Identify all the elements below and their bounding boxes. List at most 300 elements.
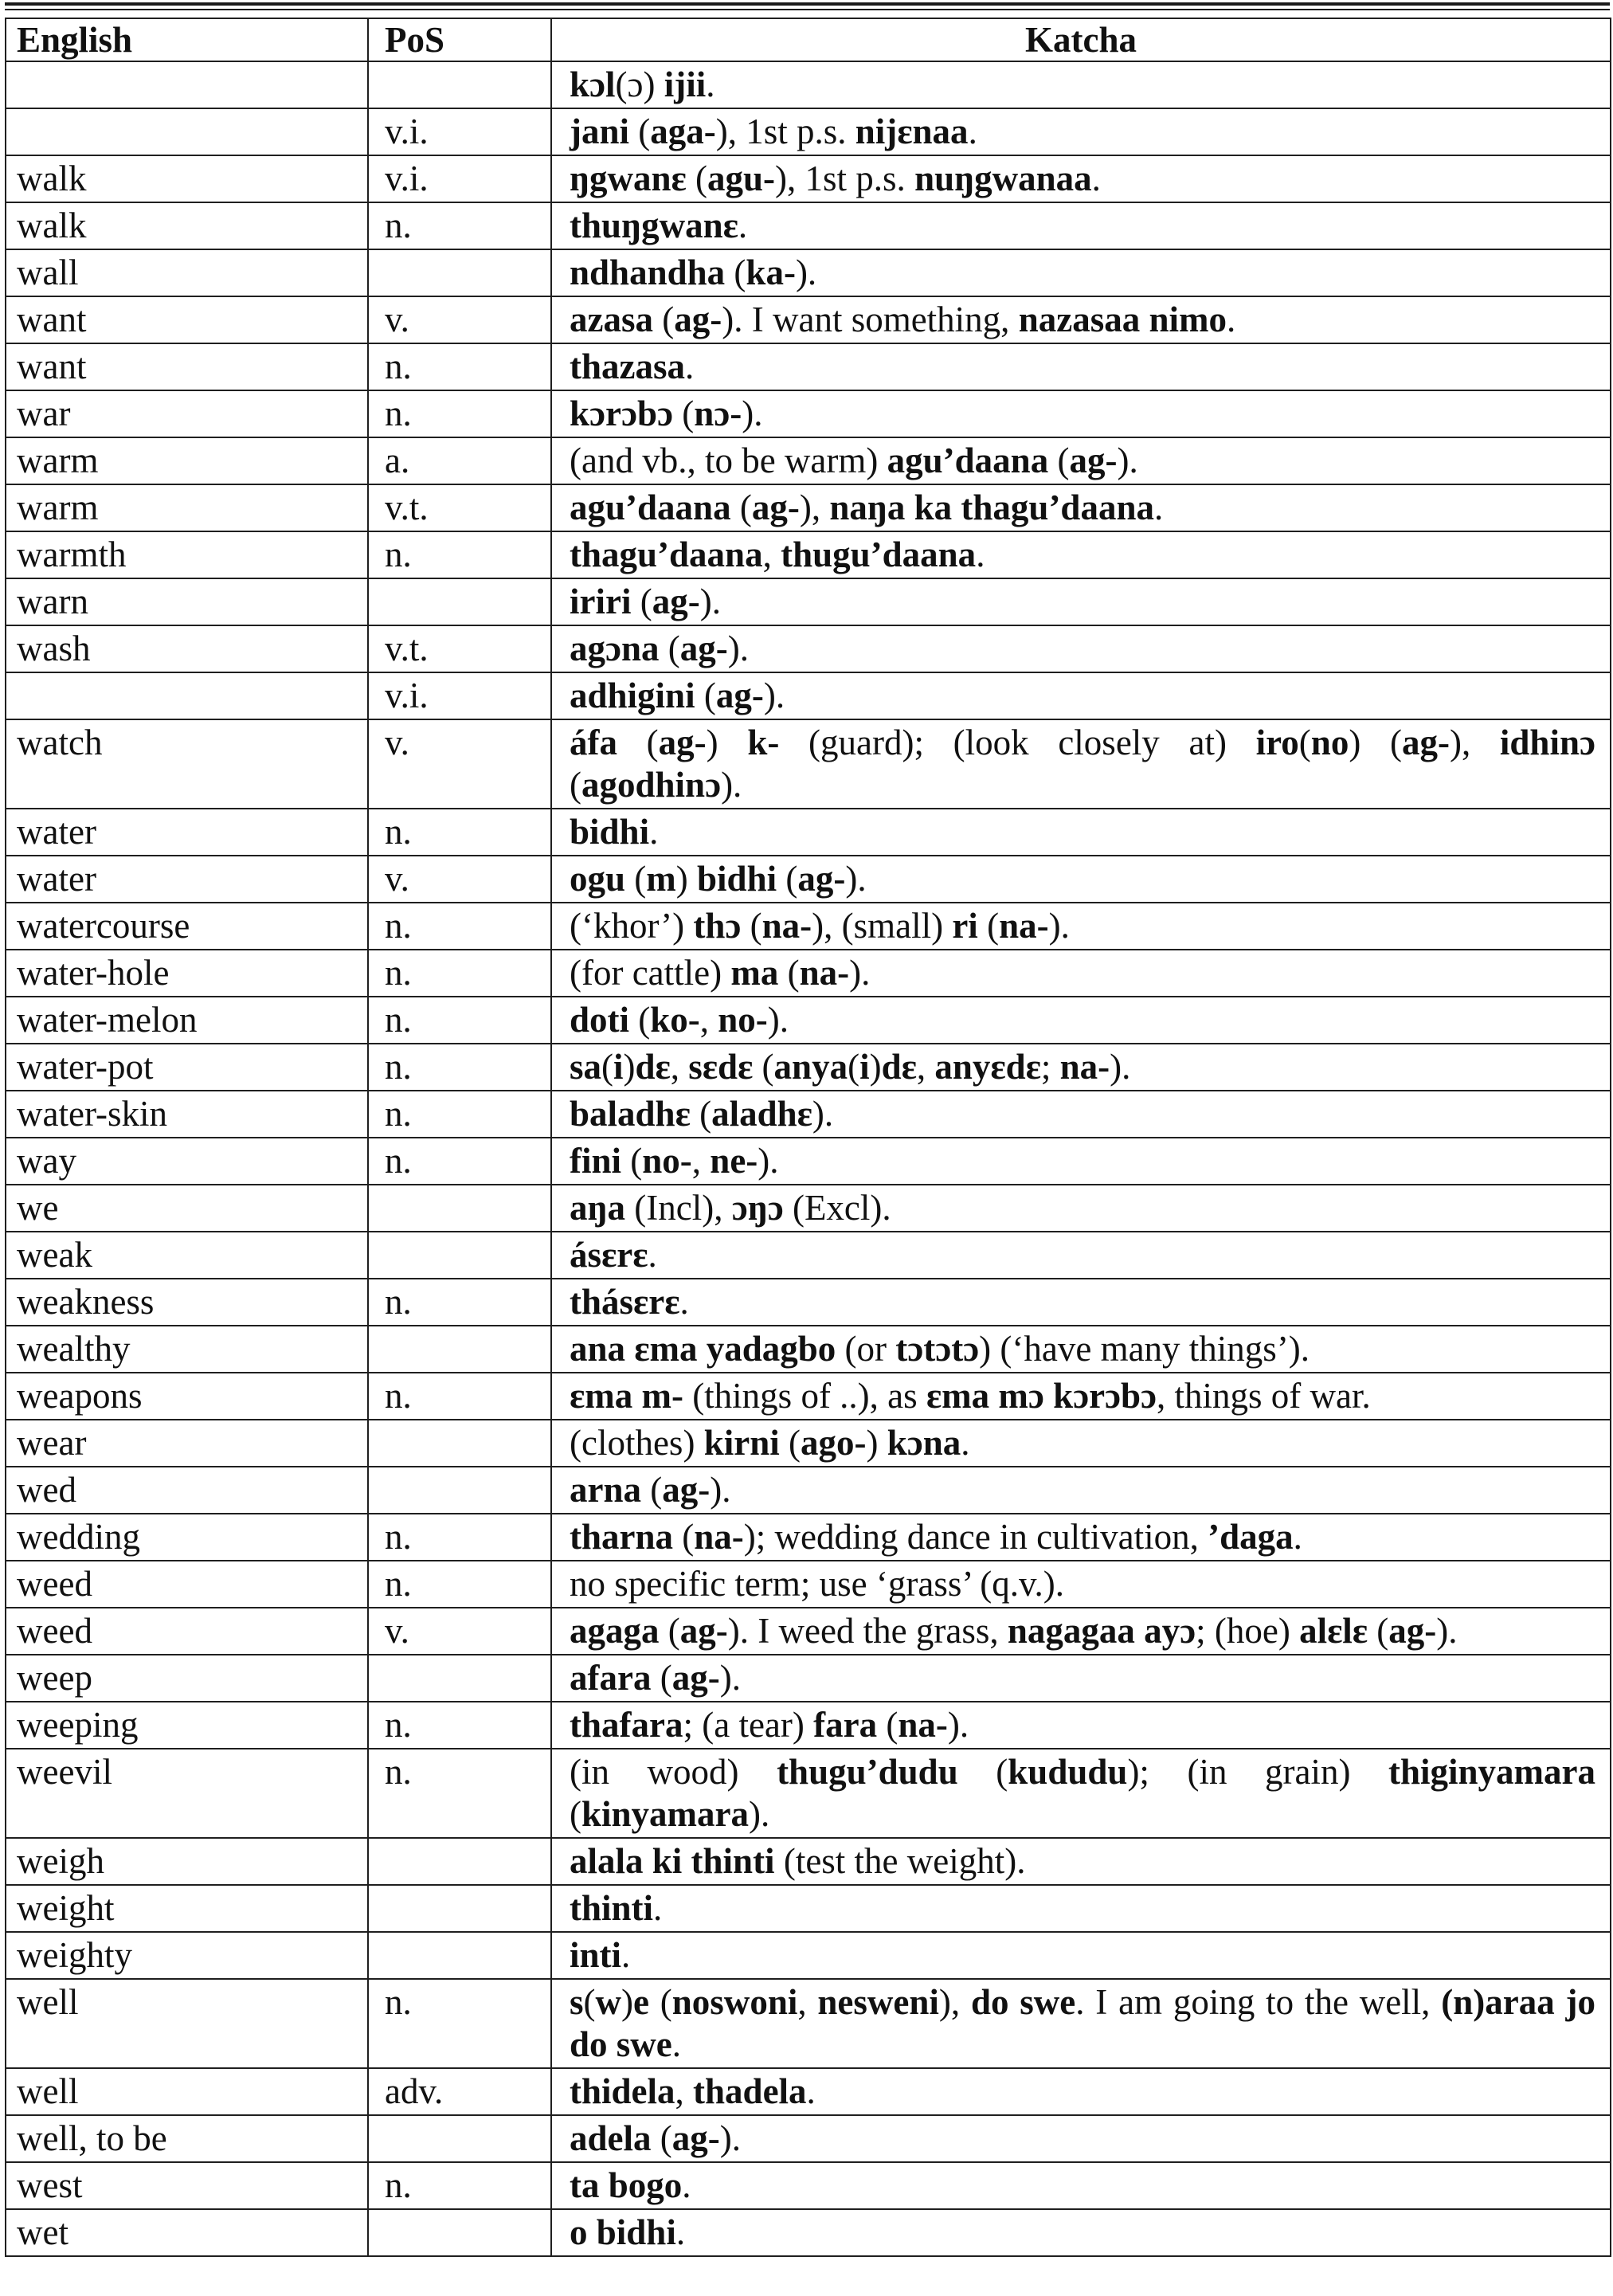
katcha-text: ); (in grain) bbox=[1127, 1752, 1388, 1792]
katcha-text: ( bbox=[651, 1658, 672, 1698]
table-row bbox=[6, 1138, 1611, 1185]
katcha-term: ri bbox=[952, 906, 978, 946]
katcha-text: ( bbox=[695, 676, 716, 715]
katcha-line bbox=[570, 858, 1595, 900]
katcha-cell bbox=[551, 1514, 1611, 1561]
table-row bbox=[6, 2162, 1611, 2209]
katcha-term: anya bbox=[773, 1047, 848, 1087]
top-rule-thick bbox=[5, 2, 1610, 6]
katcha-text: no specific term; use ‘grass’ (q.v.). bbox=[570, 1564, 1065, 1604]
katcha-text: . bbox=[738, 206, 748, 245]
katcha-line bbox=[570, 1563, 1595, 1605]
katcha-term: sɛdɛ bbox=[688, 1047, 754, 1087]
katcha-line bbox=[570, 1657, 1595, 1699]
katcha-term: adela bbox=[570, 2118, 652, 2158]
pos-cell: n. bbox=[368, 1702, 551, 1749]
katcha-term: na- bbox=[999, 906, 1049, 946]
pos-cell: n. bbox=[368, 1373, 551, 1420]
table-row bbox=[6, 1279, 1611, 1326]
table-header bbox=[6, 18, 1611, 61]
english-cell: well bbox=[6, 1979, 368, 2068]
katcha-line bbox=[570, 1469, 1595, 1511]
katcha-text: ( bbox=[673, 1517, 695, 1557]
katcha-text: ( bbox=[629, 112, 651, 151]
katcha-term: alɛlɛ bbox=[1299, 1611, 1368, 1651]
katcha-cell bbox=[551, 1044, 1611, 1091]
katcha-term: do swe bbox=[570, 2024, 672, 2064]
katcha-text: ) bbox=[869, 1047, 882, 1087]
english-cell: warm bbox=[6, 437, 368, 484]
english-cell: water-pot bbox=[6, 1044, 368, 1091]
katcha-cell bbox=[551, 1885, 1611, 1932]
katcha-line bbox=[570, 252, 1595, 294]
katcha-term: kɔl bbox=[570, 65, 616, 104]
katcha-term: anyɛdɛ bbox=[934, 1047, 1041, 1087]
table-row bbox=[6, 625, 1611, 672]
katcha-term: idhinɔ bbox=[1499, 723, 1595, 762]
katcha-text: ) bbox=[706, 723, 748, 762]
katcha-term: ag- bbox=[679, 1611, 728, 1651]
katcha-term: agu- bbox=[707, 159, 776, 198]
english-cell: well bbox=[6, 2068, 368, 2115]
katcha-text: ). bbox=[849, 953, 871, 993]
english-cell: way bbox=[6, 1138, 368, 1185]
table-row bbox=[6, 1420, 1611, 1467]
katcha-term: fara bbox=[813, 1705, 878, 1745]
pos-cell: n. bbox=[368, 1979, 551, 2068]
katcha-text: ) bbox=[621, 1982, 634, 2022]
katcha-line bbox=[570, 1793, 1595, 1836]
table-body bbox=[6, 61, 1611, 2256]
katcha-cell bbox=[551, 950, 1611, 997]
english-cell: war bbox=[6, 390, 368, 437]
katcha-term: ag- bbox=[1069, 441, 1118, 480]
english-cell: water-skin bbox=[6, 1091, 368, 1138]
katcha-text: ( bbox=[629, 1000, 651, 1040]
katcha-text: . bbox=[653, 1888, 663, 1928]
table-row bbox=[6, 2115, 1611, 2162]
table-row bbox=[6, 108, 1611, 155]
pos-cell bbox=[368, 1232, 551, 1279]
pos-cell bbox=[368, 1932, 551, 1979]
katcha-cell bbox=[551, 1561, 1611, 1608]
katcha-text: , bbox=[762, 535, 781, 574]
katcha-line bbox=[570, 1187, 1595, 1229]
katcha-cell bbox=[551, 1232, 1611, 1279]
katcha-text: . bbox=[1226, 300, 1236, 339]
katcha-line bbox=[570, 158, 1595, 200]
katcha-term: alala ki thinti bbox=[570, 1841, 775, 1881]
katcha-text: ). bbox=[727, 629, 749, 668]
katcha-text: . bbox=[682, 2165, 691, 2205]
pos-cell: v. bbox=[368, 296, 551, 343]
pos-cell bbox=[368, 1655, 551, 1702]
katcha-cell bbox=[551, 108, 1611, 155]
katcha-line bbox=[570, 722, 1595, 764]
table-row bbox=[6, 1467, 1611, 1514]
katcha-term: na- bbox=[799, 953, 850, 993]
english-cell: water-melon bbox=[6, 997, 368, 1044]
katcha-line bbox=[570, 1140, 1595, 1182]
katcha-line bbox=[570, 1093, 1595, 1135]
katcha-text: ) ( bbox=[1349, 723, 1402, 762]
katcha-line bbox=[570, 64, 1595, 106]
pos-cell: v.t. bbox=[368, 484, 551, 531]
katcha-text: ( bbox=[1048, 441, 1070, 480]
english-cell: warn bbox=[6, 578, 368, 625]
katcha-cell bbox=[551, 1932, 1611, 1979]
top-rule-thin bbox=[5, 9, 1610, 10]
katcha-cell bbox=[551, 672, 1611, 719]
pos-cell: v.i. bbox=[368, 672, 551, 719]
pos-cell: n. bbox=[368, 2162, 551, 2209]
katcha-term: baladhɛ bbox=[570, 1094, 691, 1134]
table-row bbox=[6, 1749, 1611, 1838]
katcha-term: ag- bbox=[1388, 1611, 1437, 1651]
katcha-term: ’daga bbox=[1208, 1517, 1294, 1557]
english-cell: well, to be bbox=[6, 2115, 368, 2162]
katcha-text: ). bbox=[699, 582, 721, 621]
katcha-cell bbox=[551, 809, 1611, 856]
pos-cell: n. bbox=[368, 531, 551, 578]
table-row bbox=[6, 997, 1611, 1044]
katcha-text: (Incl), bbox=[625, 1188, 732, 1228]
katcha-term: ásɛrɛ bbox=[570, 1235, 648, 1275]
katcha-term: ag- bbox=[674, 300, 722, 339]
katcha-line bbox=[570, 487, 1595, 529]
katcha-cell bbox=[551, 997, 1611, 1044]
table-row bbox=[6, 1979, 1611, 2068]
katcha-term: thugu’dudu bbox=[777, 1752, 958, 1792]
pos-cell: v.i. bbox=[368, 155, 551, 202]
katcha-term: thidela bbox=[570, 2071, 675, 2111]
pos-cell bbox=[368, 1467, 551, 1514]
table-row bbox=[6, 856, 1611, 903]
katcha-line bbox=[570, 1516, 1595, 1558]
katcha-cell bbox=[551, 1838, 1611, 1885]
table-row bbox=[6, 249, 1611, 296]
english-cell: watch bbox=[6, 719, 368, 809]
katcha-text: (‘khor’) bbox=[570, 906, 694, 946]
katcha-cell bbox=[551, 1373, 1611, 1420]
katcha-term: bidhi bbox=[697, 859, 777, 899]
katcha-term: nɔ- bbox=[694, 394, 742, 433]
katcha-term: iriri bbox=[570, 582, 632, 621]
katcha-text: (test the weight). bbox=[774, 1841, 1026, 1881]
katcha-text: (in wood) bbox=[570, 1752, 777, 1792]
katcha-text: ), bbox=[1449, 723, 1500, 762]
katcha-text: (guard); (look closely at) bbox=[779, 723, 1256, 762]
katcha-term: i bbox=[859, 1047, 870, 1087]
katcha-text: ). bbox=[710, 1470, 731, 1510]
katcha-term: nuŋgwanaa bbox=[914, 159, 1092, 198]
katcha-text: ). bbox=[845, 859, 867, 899]
katcha-text: ( bbox=[601, 1047, 614, 1087]
katcha-text: ( bbox=[725, 253, 746, 292]
katcha-cell bbox=[551, 2162, 1611, 2209]
katcha-text: , bbox=[675, 2071, 694, 2111]
katcha-term: nesweni bbox=[817, 1982, 939, 2022]
katcha-text: , bbox=[691, 1141, 711, 1181]
english-cell: weak bbox=[6, 1232, 368, 1279]
english-cell: wet bbox=[6, 2209, 368, 2256]
katcha-term: doti bbox=[570, 1000, 630, 1040]
english-cell: wall bbox=[6, 249, 368, 296]
pos-cell: v.t. bbox=[368, 625, 551, 672]
pos-cell: adv. bbox=[368, 2068, 551, 2115]
katcha-text: ( bbox=[625, 859, 647, 899]
english-cell bbox=[6, 672, 368, 719]
pos-cell: n. bbox=[368, 1749, 551, 1838]
katcha-cell bbox=[551, 856, 1611, 903]
katcha-text: ), bbox=[938, 1982, 971, 2022]
english-cell: wealthy bbox=[6, 1326, 368, 1373]
katcha-text: ). bbox=[1117, 441, 1138, 480]
katcha-text: ( bbox=[777, 859, 798, 899]
katcha-term: ag- bbox=[679, 629, 728, 668]
english-cell bbox=[6, 61, 368, 108]
katcha-text: ( bbox=[686, 159, 708, 198]
pos-cell: n. bbox=[368, 997, 551, 1044]
katcha-term: do swe bbox=[970, 1982, 1076, 2022]
katcha-line bbox=[570, 999, 1595, 1041]
katcha-text: ( bbox=[659, 1611, 680, 1651]
katcha-cell bbox=[551, 903, 1611, 950]
english-cell: weep bbox=[6, 1655, 368, 1702]
english-cell bbox=[6, 108, 368, 155]
katcha-cell bbox=[551, 296, 1611, 343]
katcha-cell bbox=[551, 249, 1611, 296]
katcha-term: m bbox=[646, 859, 676, 899]
katcha-cell bbox=[551, 1467, 1611, 1514]
katcha-line bbox=[570, 2071, 1595, 2113]
katcha-text: , bbox=[916, 1047, 935, 1087]
pos-cell: n. bbox=[368, 903, 551, 950]
table-row bbox=[6, 2209, 1611, 2256]
pos-cell: n. bbox=[368, 1514, 551, 1561]
katcha-text: ). bbox=[1048, 906, 1070, 946]
katcha-term: ag- bbox=[715, 676, 764, 715]
katcha-text: . bbox=[976, 535, 985, 574]
table-row bbox=[6, 1044, 1611, 1091]
katcha-text: ( bbox=[672, 394, 695, 433]
katcha-term: jani bbox=[570, 112, 630, 151]
katcha-term: dɛ bbox=[881, 1047, 917, 1087]
english-cell: wed bbox=[6, 1467, 368, 1514]
katcha-text: ( bbox=[753, 1047, 774, 1087]
katcha-term: ogu bbox=[570, 859, 626, 899]
katcha-text: (clothes) bbox=[570, 1423, 704, 1463]
pos-cell: n. bbox=[368, 1044, 551, 1091]
katcha-cell bbox=[551, 437, 1611, 484]
katcha-text: ). bbox=[795, 253, 817, 292]
katcha-line bbox=[570, 1281, 1595, 1323]
pos-cell bbox=[368, 2209, 551, 2256]
katcha-term: fini bbox=[570, 1141, 622, 1181]
katcha-line bbox=[570, 1046, 1595, 1088]
katcha-text: ( bbox=[617, 723, 659, 762]
katcha-text: ( bbox=[730, 488, 752, 527]
table-row bbox=[6, 950, 1611, 997]
katcha-term: ndhandha bbox=[570, 253, 726, 292]
katcha-cell bbox=[551, 2209, 1611, 2256]
table-row bbox=[6, 1326, 1611, 1373]
table-row bbox=[6, 903, 1611, 950]
english-cell: weighty bbox=[6, 1932, 368, 1979]
english-cell: watercourse bbox=[6, 903, 368, 950]
table-row bbox=[6, 1655, 1611, 1702]
katcha-text: ), (small) bbox=[812, 906, 953, 946]
katcha-term: ag- bbox=[797, 859, 846, 899]
katcha-line bbox=[570, 675, 1595, 717]
pos-cell bbox=[368, 1185, 551, 1232]
katcha-text: ). bbox=[742, 394, 763, 433]
katcha-line bbox=[570, 346, 1595, 388]
pos-cell: n. bbox=[368, 390, 551, 437]
english-cell: weed bbox=[6, 1561, 368, 1608]
katcha-cell bbox=[551, 531, 1611, 578]
katcha-text: ( bbox=[653, 300, 675, 339]
katcha-line bbox=[570, 1375, 1595, 1417]
english-cell: wedding bbox=[6, 1514, 368, 1561]
katcha-text: ); wedding dance in cultivation, bbox=[743, 1517, 1208, 1557]
katcha-line bbox=[570, 2024, 1595, 2066]
katcha-text: ), 1st p.s. bbox=[775, 159, 915, 198]
katcha-term: ta bogo bbox=[570, 2165, 683, 2205]
katcha-line bbox=[570, 764, 1595, 806]
katcha-text: ( bbox=[659, 629, 680, 668]
katcha-term: inti bbox=[570, 1935, 622, 1975]
katcha-cell bbox=[551, 1138, 1611, 1185]
katcha-cell bbox=[551, 1091, 1611, 1138]
katcha-text: (things of ..), as bbox=[683, 1376, 926, 1416]
table-row bbox=[6, 531, 1611, 578]
table-row bbox=[6, 484, 1611, 531]
katcha-line bbox=[570, 581, 1595, 623]
katcha-term: thásɛrɛ bbox=[570, 1282, 680, 1322]
table-row bbox=[6, 1702, 1611, 1749]
katcha-line bbox=[570, 1751, 1595, 1793]
english-cell: warm bbox=[6, 484, 368, 531]
katcha-term: s bbox=[570, 1982, 584, 2022]
english-cell: water-hole bbox=[6, 950, 368, 997]
katcha-term: ijii bbox=[664, 65, 707, 104]
katcha-term: ago- bbox=[800, 1423, 867, 1463]
table-row bbox=[6, 1932, 1611, 1979]
katcha-term: ka- bbox=[746, 253, 796, 292]
katcha-cell bbox=[551, 155, 1611, 202]
katcha-line bbox=[570, 1840, 1595, 1883]
katcha-term: thagu’daana bbox=[570, 535, 763, 574]
katcha-term: thazasa bbox=[570, 347, 685, 386]
english-cell: wear bbox=[6, 1420, 368, 1467]
katcha-text: . bbox=[649, 812, 659, 852]
katcha-text: ; (a tear) bbox=[683, 1705, 814, 1745]
katcha-text: . bbox=[648, 1235, 657, 1275]
katcha-term: nagagaa ayɔ bbox=[1007, 1611, 1196, 1651]
katcha-text: . bbox=[706, 65, 715, 104]
katcha-term: tharna bbox=[570, 1517, 674, 1557]
katcha-text: ) bbox=[675, 859, 698, 899]
katcha-term: tɔtɔtɔ bbox=[895, 1329, 980, 1369]
katcha-text: ). I weed the grass, bbox=[727, 1611, 1008, 1651]
katcha-text: . bbox=[685, 347, 695, 386]
pos-cell bbox=[368, 249, 551, 296]
katcha-text: ), 1st p.s. bbox=[715, 112, 855, 151]
header-pos: PoS bbox=[368, 18, 551, 61]
katcha-term: ag- bbox=[671, 2118, 720, 2158]
katcha-term: ko- bbox=[650, 1000, 700, 1040]
katcha-text: , bbox=[699, 1000, 718, 1040]
katcha-cell bbox=[551, 2115, 1611, 2162]
english-cell: weakness bbox=[6, 1279, 368, 1326]
katcha-line bbox=[570, 628, 1595, 670]
katcha-text: ). bbox=[1110, 1047, 1131, 1087]
katcha-text: (for cattle) bbox=[570, 953, 731, 993]
header-english: English bbox=[6, 18, 368, 61]
english-cell: weapons bbox=[6, 1373, 368, 1420]
katcha-line bbox=[570, 393, 1595, 435]
katcha-line bbox=[570, 811, 1595, 853]
pos-cell bbox=[368, 578, 551, 625]
katcha-line bbox=[570, 299, 1595, 341]
pos-cell: n. bbox=[368, 809, 551, 856]
katcha-text: ( bbox=[779, 1423, 801, 1463]
katcha-cell bbox=[551, 1185, 1611, 1232]
table-row bbox=[6, 390, 1611, 437]
katcha-term: (n)araa jo bbox=[1441, 1982, 1595, 2022]
katcha-term: thadela bbox=[693, 2071, 807, 2111]
katcha-term: thiginyamara bbox=[1388, 1752, 1595, 1792]
dictionary-table bbox=[5, 18, 1611, 2257]
pos-cell bbox=[368, 61, 551, 108]
pos-cell bbox=[368, 1885, 551, 1932]
katcha-text: ). I want something, bbox=[722, 300, 1019, 339]
pos-cell: n. bbox=[368, 1091, 551, 1138]
katcha-term: ag- bbox=[671, 1658, 720, 1698]
katcha-text: . bbox=[1091, 159, 1101, 198]
katcha-cell bbox=[551, 1326, 1611, 1373]
table-row bbox=[6, 1373, 1611, 1420]
english-cell: weed bbox=[6, 1608, 368, 1655]
katcha-term: afara bbox=[570, 1658, 652, 1698]
pos-cell: n. bbox=[368, 1561, 551, 1608]
katcha-line bbox=[570, 534, 1595, 576]
katcha-text: ( bbox=[651, 2118, 672, 2158]
katcha-text: ( bbox=[957, 1752, 1008, 1792]
katcha-text: (and vb., to be warm) bbox=[570, 441, 887, 480]
table-row bbox=[6, 1514, 1611, 1561]
katcha-cell bbox=[551, 343, 1611, 390]
pos-cell: n. bbox=[368, 1279, 551, 1326]
katcha-term: no- bbox=[642, 1141, 692, 1181]
table-row bbox=[6, 809, 1611, 856]
table-row bbox=[6, 155, 1611, 202]
katcha-term: thafara bbox=[570, 1705, 683, 1745]
table-row bbox=[6, 672, 1611, 719]
katcha-text: ) bbox=[866, 1423, 887, 1463]
katcha-line bbox=[570, 952, 1595, 994]
katcha-cell bbox=[551, 719, 1611, 809]
katcha-cell bbox=[551, 1655, 1611, 1702]
katcha-text: ), bbox=[799, 488, 830, 527]
header-row bbox=[6, 18, 1611, 61]
katcha-text: ( bbox=[621, 1141, 643, 1181]
katcha-cell bbox=[551, 2068, 1611, 2115]
katcha-term: aŋa bbox=[570, 1188, 626, 1228]
katcha-text: . bbox=[806, 2071, 816, 2111]
pos-cell bbox=[368, 2115, 551, 2162]
